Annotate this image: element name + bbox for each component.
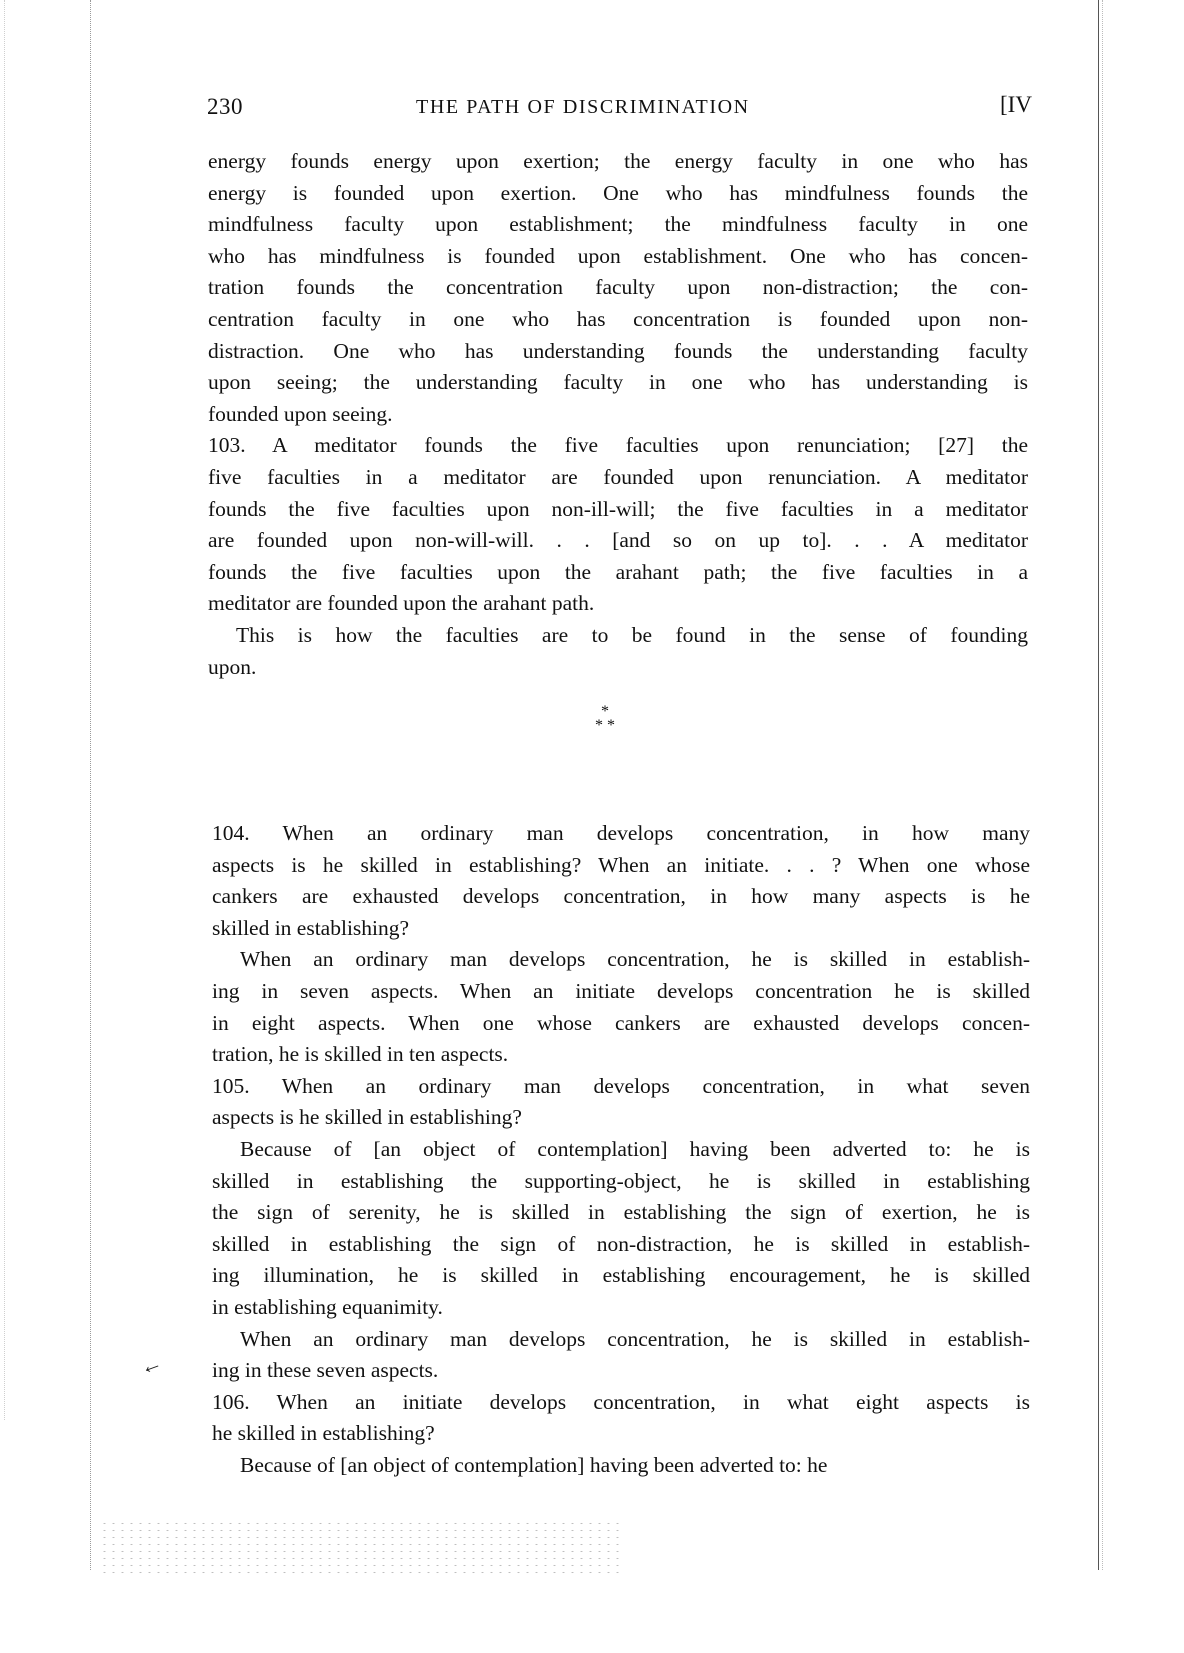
text-line: Because of [an object of contemplation] having been adverted to: he <box>240 1452 828 1477</box>
text-line: in establishing equanimity. <box>212 1294 443 1319</box>
text-line: This is how the faculties are to be found in the sense of founding <box>236 622 1028 647</box>
page-number: 230 <box>207 94 243 119</box>
text-line: five faculties in a meditator are founded upon renunciation. A meditator <box>208 464 1028 489</box>
text-line: skilled in establishing? <box>212 915 410 940</box>
text-line: in eight aspects. When one whose cankers are exhausted develops concen- <box>212 1010 1030 1035</box>
running-title: THE PATH OF DISCRIMINATION <box>416 96 750 118</box>
text-line: founds the five faculties upon the arahant path; the five faculties in a <box>208 559 1028 584</box>
asterism-top: * <box>601 703 609 720</box>
paragraph-105-start: 105. When an ordinary man develops concentration, in what seven <box>212 1073 1030 1098</box>
asterism-bottom: * * <box>595 717 615 734</box>
text-line: tration founds the concentration faculty upon non-distraction; the con- <box>208 275 1028 300</box>
paragraph-106-start: 106. When an initiate develops concentration, in what eight aspects is <box>212 1389 1030 1414</box>
text-line: skilled in establishing the sign of non-distraction, he is skilled in establish- <box>212 1231 1030 1256</box>
paragraph-103-start: 103. A meditator founds the five faculties upon renunciation; [27] the <box>208 433 1028 458</box>
text-line: meditator are founded upon the arahant path. <box>208 591 595 616</box>
scan-noise-bottom-left <box>100 1520 620 1575</box>
text-line: he skilled in establishing? <box>212 1421 435 1446</box>
text-line: are founded upon non-will-will. . . [and so on up to]. . . A meditator <box>208 528 1028 553</box>
pencil-arrow-icon: ← <box>136 1349 166 1381</box>
text-line: When an ordinary man develops concentration, he is skilled in establish- <box>240 1326 1030 1351</box>
text-line: upon seeing; the understanding faculty in one who has understanding is <box>208 370 1028 395</box>
text-line: cankers are exhausted develops concentration, in how many aspects is he <box>212 884 1030 909</box>
text-line: centration faculty in one who has concentration is founded upon non- <box>208 306 1028 331</box>
scan-right-edge-noise <box>1102 0 1104 1570</box>
text-line: distraction. One who has understanding founds the understanding faculty <box>208 338 1028 363</box>
text-line: who has mindfulness is founded upon establishment. One who has concen- <box>208 243 1028 268</box>
text-line: Because of [an object of contemplation] having been adverted to: he is <box>240 1136 1030 1161</box>
text-line: skilled in establishing the supporting-object, he is skilled in establishing <box>212 1168 1030 1193</box>
text-line: ing in seven aspects. When an initiate develops concentration he is skilled <box>212 978 1030 1003</box>
section-break-asterism <box>585 705 625 745</box>
text-line: the sign of serenity, he is skilled in establishing the sign of exertion, he is <box>212 1200 1030 1225</box>
section-1-text <box>208 146 1028 683</box>
text-line: ing illumination, he is skilled in establishing encouragement, he is skilled <box>212 1263 1030 1288</box>
text-line: founded upon seeing. <box>208 401 393 426</box>
scan-right-page-edge <box>1098 0 1099 1570</box>
text-line: founds the five faculties upon non-ill-will; the five faculties in a meditator <box>208 496 1028 521</box>
chapter-mark: [IV <box>1000 92 1032 117</box>
section-2-text <box>212 818 1030 1481</box>
text-line: ing in these seven aspects. <box>212 1358 439 1383</box>
text-line: upon. <box>208 654 257 679</box>
paragraph-104-start: 104. When an ordinary man develops concentration, in how many <box>212 821 1030 845</box>
text-line: tration, he is skilled in ten aspects. <box>212 1042 509 1067</box>
text-line: energy founds energy upon exertion; the energy faculty in one who has <box>208 149 1028 173</box>
text-line: aspects is he skilled in establishing? <box>212 1105 522 1130</box>
scan-left-page-edge <box>90 0 92 1570</box>
text-line: aspects is he skilled in establishing? When an initiate. . . ? When one whose <box>212 852 1030 877</box>
scan-left-outer-edge <box>4 0 6 1420</box>
text-line: When an ordinary man develops concentration, he is skilled in establish- <box>240 947 1030 972</box>
page-header <box>205 92 1035 122</box>
text-line: mindfulness faculty upon establishment; the mindfulness faculty in one <box>208 212 1028 237</box>
text-line: energy is founded upon exertion. One who has mindfulness founds the <box>208 180 1028 205</box>
